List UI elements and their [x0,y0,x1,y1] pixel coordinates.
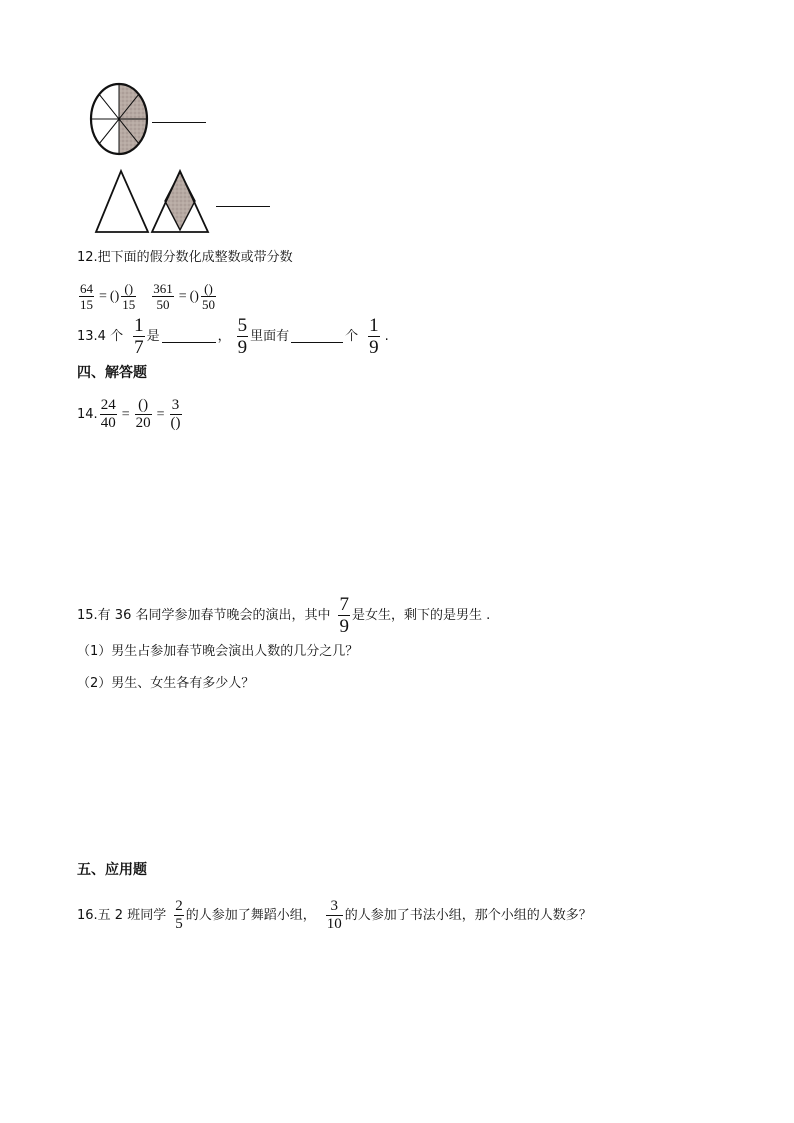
q14-fraction-blank-20: $\frac{()}{20}$ [135,397,151,431]
q15-fraction-7-9: $\frac{7}{9}$ [339,594,349,637]
q12-mixed-fraction-1: $\frac{()}{15}$ [122,281,136,312]
q13-answer-blank-1 [162,330,216,343]
q15-sub-question-1: （1）男生占参加春节晚会演出人数的几分之几？ [77,644,359,659]
triangle-figure [92,168,212,234]
q12-whole-blank-1: () [109,288,120,304]
q12-whole-blank-2: () [189,288,199,304]
q15-row: 15.有 36 名同学参加春节晚会的演出，其中 $\frac{7}{9}$ 是女生，剩下的是男生 . [77,594,491,637]
q14-row: 14. $\frac{24}{40}$ = $\frac{()}{20}$ = $\frac{3}{()}$ [77,397,181,431]
q12-prompt: 12.把下面的假分数化成整数或带分数 [77,250,293,265]
answer-line-triangle [216,206,270,207]
q13-fraction-1-7: $\frac{1}{7}$ [134,315,144,358]
q14-fraction-24-40: $\frac{24}{40}$ [100,397,116,431]
q12-fraction-2: $\frac{361}{50}$ [153,281,173,312]
q16-fraction-2-5: $\frac{2}{5}$ [175,898,183,932]
q15-sub-question-2: （2）男生、女生各有多少人？ [77,676,255,691]
shaded-rhombus [165,172,195,230]
q12-fraction-1: $\frac{64}{15}$ [80,281,93,312]
q12-row: $\frac{64}{15}$ = () $\frac{()}{15}$ $\frac{361}{50}$ = () $\frac{()}{50}$ [80,281,215,312]
q13-fraction-5-9: $\frac{5}{9}$ [237,315,248,358]
section-4-title: 四、解答题 [77,365,147,381]
section-5-title: 五、应用题 [77,862,147,878]
q13-fraction-1-9: $\frac{1}{9}$ [369,315,379,358]
q14-fraction-3-blank: $\frac{3}{()}$ [170,397,181,431]
circle-figure [86,80,152,158]
answer-line-circle [152,122,206,123]
plain-triangle [96,171,148,232]
q16-row: 16.五 2 班同学 $\frac{2}{5}$ 的人参加了舞蹈小组， $\frac{3}{10}$ 的人参加了书法小组，那个小组的人数多？ [77,898,592,932]
q13-row: 13.4 个 $\frac{1}{7}$ 是 ， $\frac{5}{9}$ 里面有 个 $\frac{1}{9}$ . [77,315,389,358]
q13-answer-blank-2 [291,330,343,343]
q12-mixed-fraction-2: $\frac{()}{50}$ [201,281,215,312]
q16-fraction-3-10: $\frac{3}{10}$ [326,898,342,932]
